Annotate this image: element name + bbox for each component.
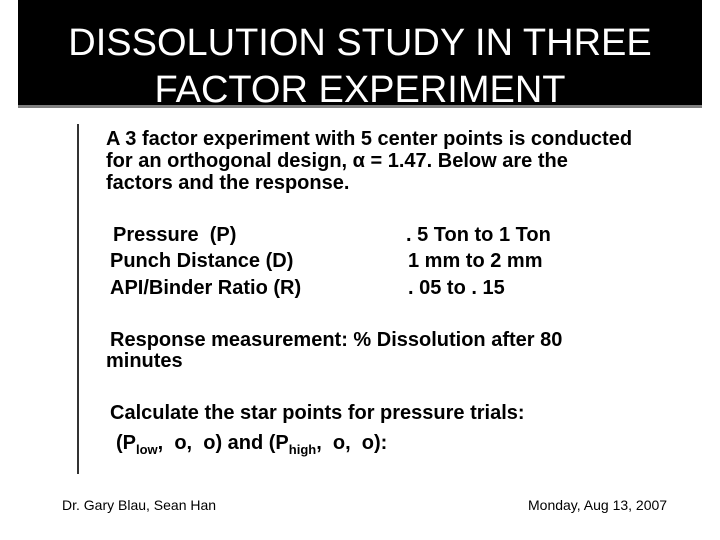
intro-text-line-1: A 3 factor experiment with 5 center points is conducted (106, 128, 633, 150)
response-line-2: minutes (106, 350, 183, 372)
footer-date: Monday, Aug 13, 2007 (528, 497, 668, 513)
factor-name-punch-distance: Punch Distance (D) (110, 250, 294, 272)
title-line-1: DISSOLUTION STUDY IN THREE (68, 22, 652, 64)
factor-range-pressure: . 5 Ton to 1 Ton (406, 224, 551, 246)
factor-name-pressure: Pressure (P) (113, 224, 237, 246)
expr-open-p: (P (116, 432, 136, 454)
factor-range-punch-distance: 1 mm to 2 mm (408, 250, 543, 272)
factor-range-api-binder-ratio: . 05 to . 15 (408, 277, 505, 299)
expr-low-subscript: low (136, 442, 158, 457)
footer-authors: Dr. Gary Blau, Sean Han (62, 497, 217, 513)
expr-middle: , o, o) and (P (157, 432, 289, 454)
left-vertical-rule (77, 124, 79, 474)
response-line-1: Response measurement: % Dissolution after 80 (110, 329, 563, 351)
intro-text-line-3: factors and the response. (106, 172, 350, 194)
title-line-2: FACTOR EXPERIMENT (154, 69, 566, 111)
expr-close: , o, o): (316, 432, 388, 454)
intro-text-line-2: for an orthogonal design, α = 1.47. Below are the (106, 150, 568, 172)
star-points-expression (116, 430, 387, 456)
calculate-line-1: Calculate the star points for pressure trials: (110, 402, 525, 424)
expr-high-subscript: high (288, 442, 317, 457)
factor-name-api-binder-ratio: API/Binder Ratio (R) (110, 277, 302, 299)
title-bar (18, 0, 702, 111)
